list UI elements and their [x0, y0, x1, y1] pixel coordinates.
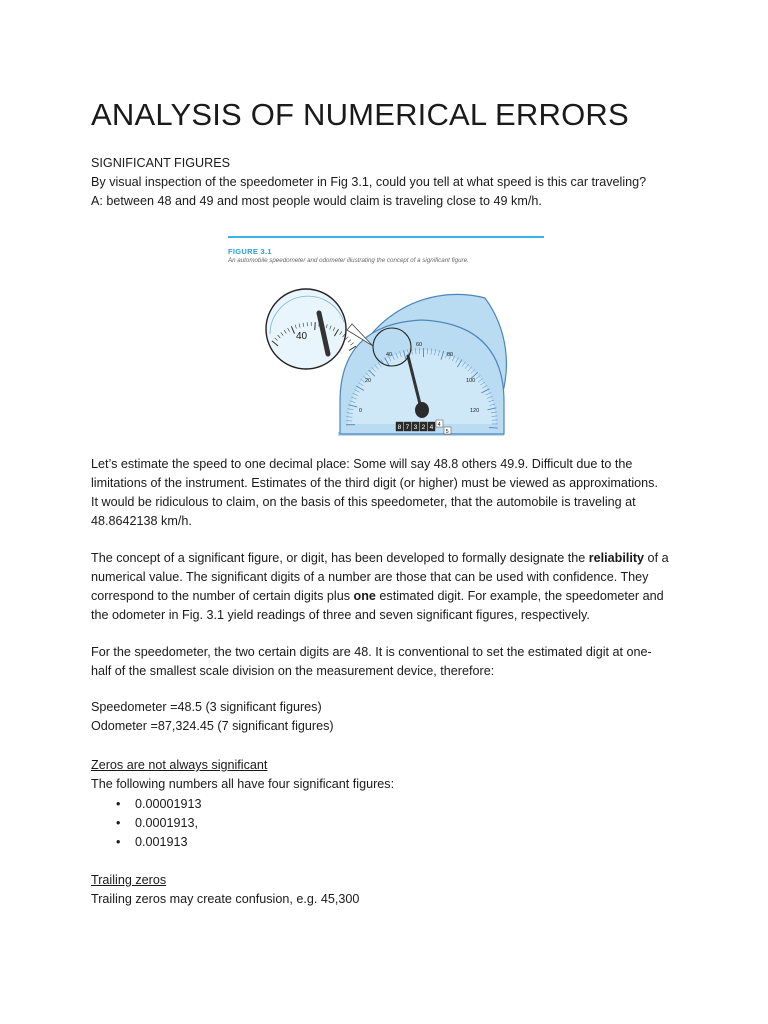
- list-item: 0.00001913: [135, 797, 202, 811]
- speedometer-illustration: [220, 234, 546, 444]
- magnifier-tick: [348, 340, 351, 343]
- scale-label-120: 120: [470, 408, 480, 414]
- scale-label-80: 80: [447, 352, 454, 358]
- needle-hub: [415, 402, 429, 418]
- list-item: 0.0001913,: [135, 816, 199, 830]
- intro-answer: A: between 48 and 49 and most people would claim is traveling close to 49 km/h.: [91, 194, 542, 208]
- scale-label-100: 100: [466, 378, 476, 384]
- bold-one: one: [353, 589, 376, 603]
- para2-line3-text: correspond to the number of certain digits plus: [91, 589, 354, 603]
- figure-label: FIGURE 3.1: [228, 247, 272, 256]
- odometer-digit: 8: [397, 424, 402, 431]
- scale-label-60: 60: [416, 342, 423, 348]
- odometer-digit: 3: [413, 424, 418, 431]
- zeros-intro: The following numbers all have four significant figures:: [91, 777, 395, 791]
- intro-question: By visual inspection of the speedometer in Fig 3.1, could you tell at what speed is this car traveling?: [91, 175, 647, 189]
- para2-line1-text: The concept of a significant figure, or digit, has been developed to formally designate the: [91, 551, 589, 565]
- para1-line4: 48.8642138 km/h.: [91, 514, 192, 528]
- para3-line2: half of the smallest scale division on the measurement device, therefore:: [91, 664, 495, 678]
- bullet-icon: •: [116, 816, 121, 830]
- magnifier-tick: [350, 343, 353, 345]
- odometer-reading: Odometer =87,324.45 (7 significant figures): [91, 719, 334, 733]
- page-title: ANALYSIS OF NUMERICAL ERRORS: [91, 97, 629, 132]
- bold-reliability: reliability: [588, 551, 645, 565]
- bullet-icon: •: [116, 835, 121, 849]
- para2-line4: the odometer in Fig. 3.1 yield readings of three and seven significant figures, respectively.: [91, 608, 590, 622]
- para2-line3: [91, 587, 664, 606]
- para2-line1-end: of a: [644, 551, 669, 565]
- speedometer-reading: Speedometer =48.5 (3 significant figures): [91, 700, 322, 714]
- odometer-digit: 7: [405, 424, 410, 431]
- magnifier-tick: [315, 322, 316, 330]
- scale-label-40: 40: [386, 352, 393, 358]
- para1-line3: It would be ridiculous to claim, on the basis of this speedometer, that the automobile is traveling at: [91, 495, 636, 509]
- trailing-zeros-heading: Trailing zeros: [91, 873, 167, 887]
- odometer-digit: 2: [421, 424, 426, 431]
- para1-line2: limitations of the instrument. Estimates of the third digit (or higher) must be viewed as approximations.: [91, 476, 658, 490]
- zeros-heading: Zeros are not always significant: [91, 758, 268, 772]
- para2-line2: numerical value. The significant digits of a number are those that can be used with confidence. They: [91, 570, 649, 584]
- section-heading: SIGNIFICANT FIGURES: [91, 156, 231, 170]
- odometer-digit: 5: [445, 429, 449, 435]
- list-item: 0.001913: [135, 835, 188, 849]
- magnifier-label: 40: [296, 331, 308, 342]
- odometer-digit: 4: [429, 424, 434, 431]
- trailing-zeros-text: Trailing zeros may create confusion, e.g. 45,300: [91, 892, 360, 906]
- scale-label-0: 0: [359, 408, 363, 414]
- para2-line1: [91, 549, 669, 568]
- figure-3-1: [220, 234, 546, 444]
- para2-line3-end: estimated digit. For example, the speedometer and: [375, 589, 664, 603]
- figure-caption: An automobile speedometer and odometer illustrating the concept of a significant figure.: [228, 257, 469, 264]
- bullet-icon: •: [116, 797, 121, 811]
- odometer-digit: 4: [437, 422, 441, 428]
- para1-line1: Let’s estimate the speed to one decimal place: Some will say 48.8 others 49.9. Difficult due to the: [91, 457, 633, 471]
- scale-label-20: 20: [365, 378, 372, 384]
- para3-line1: For the speedometer, the two certain digits are 48. It is conventional to set the estimated digit at one-: [91, 645, 652, 659]
